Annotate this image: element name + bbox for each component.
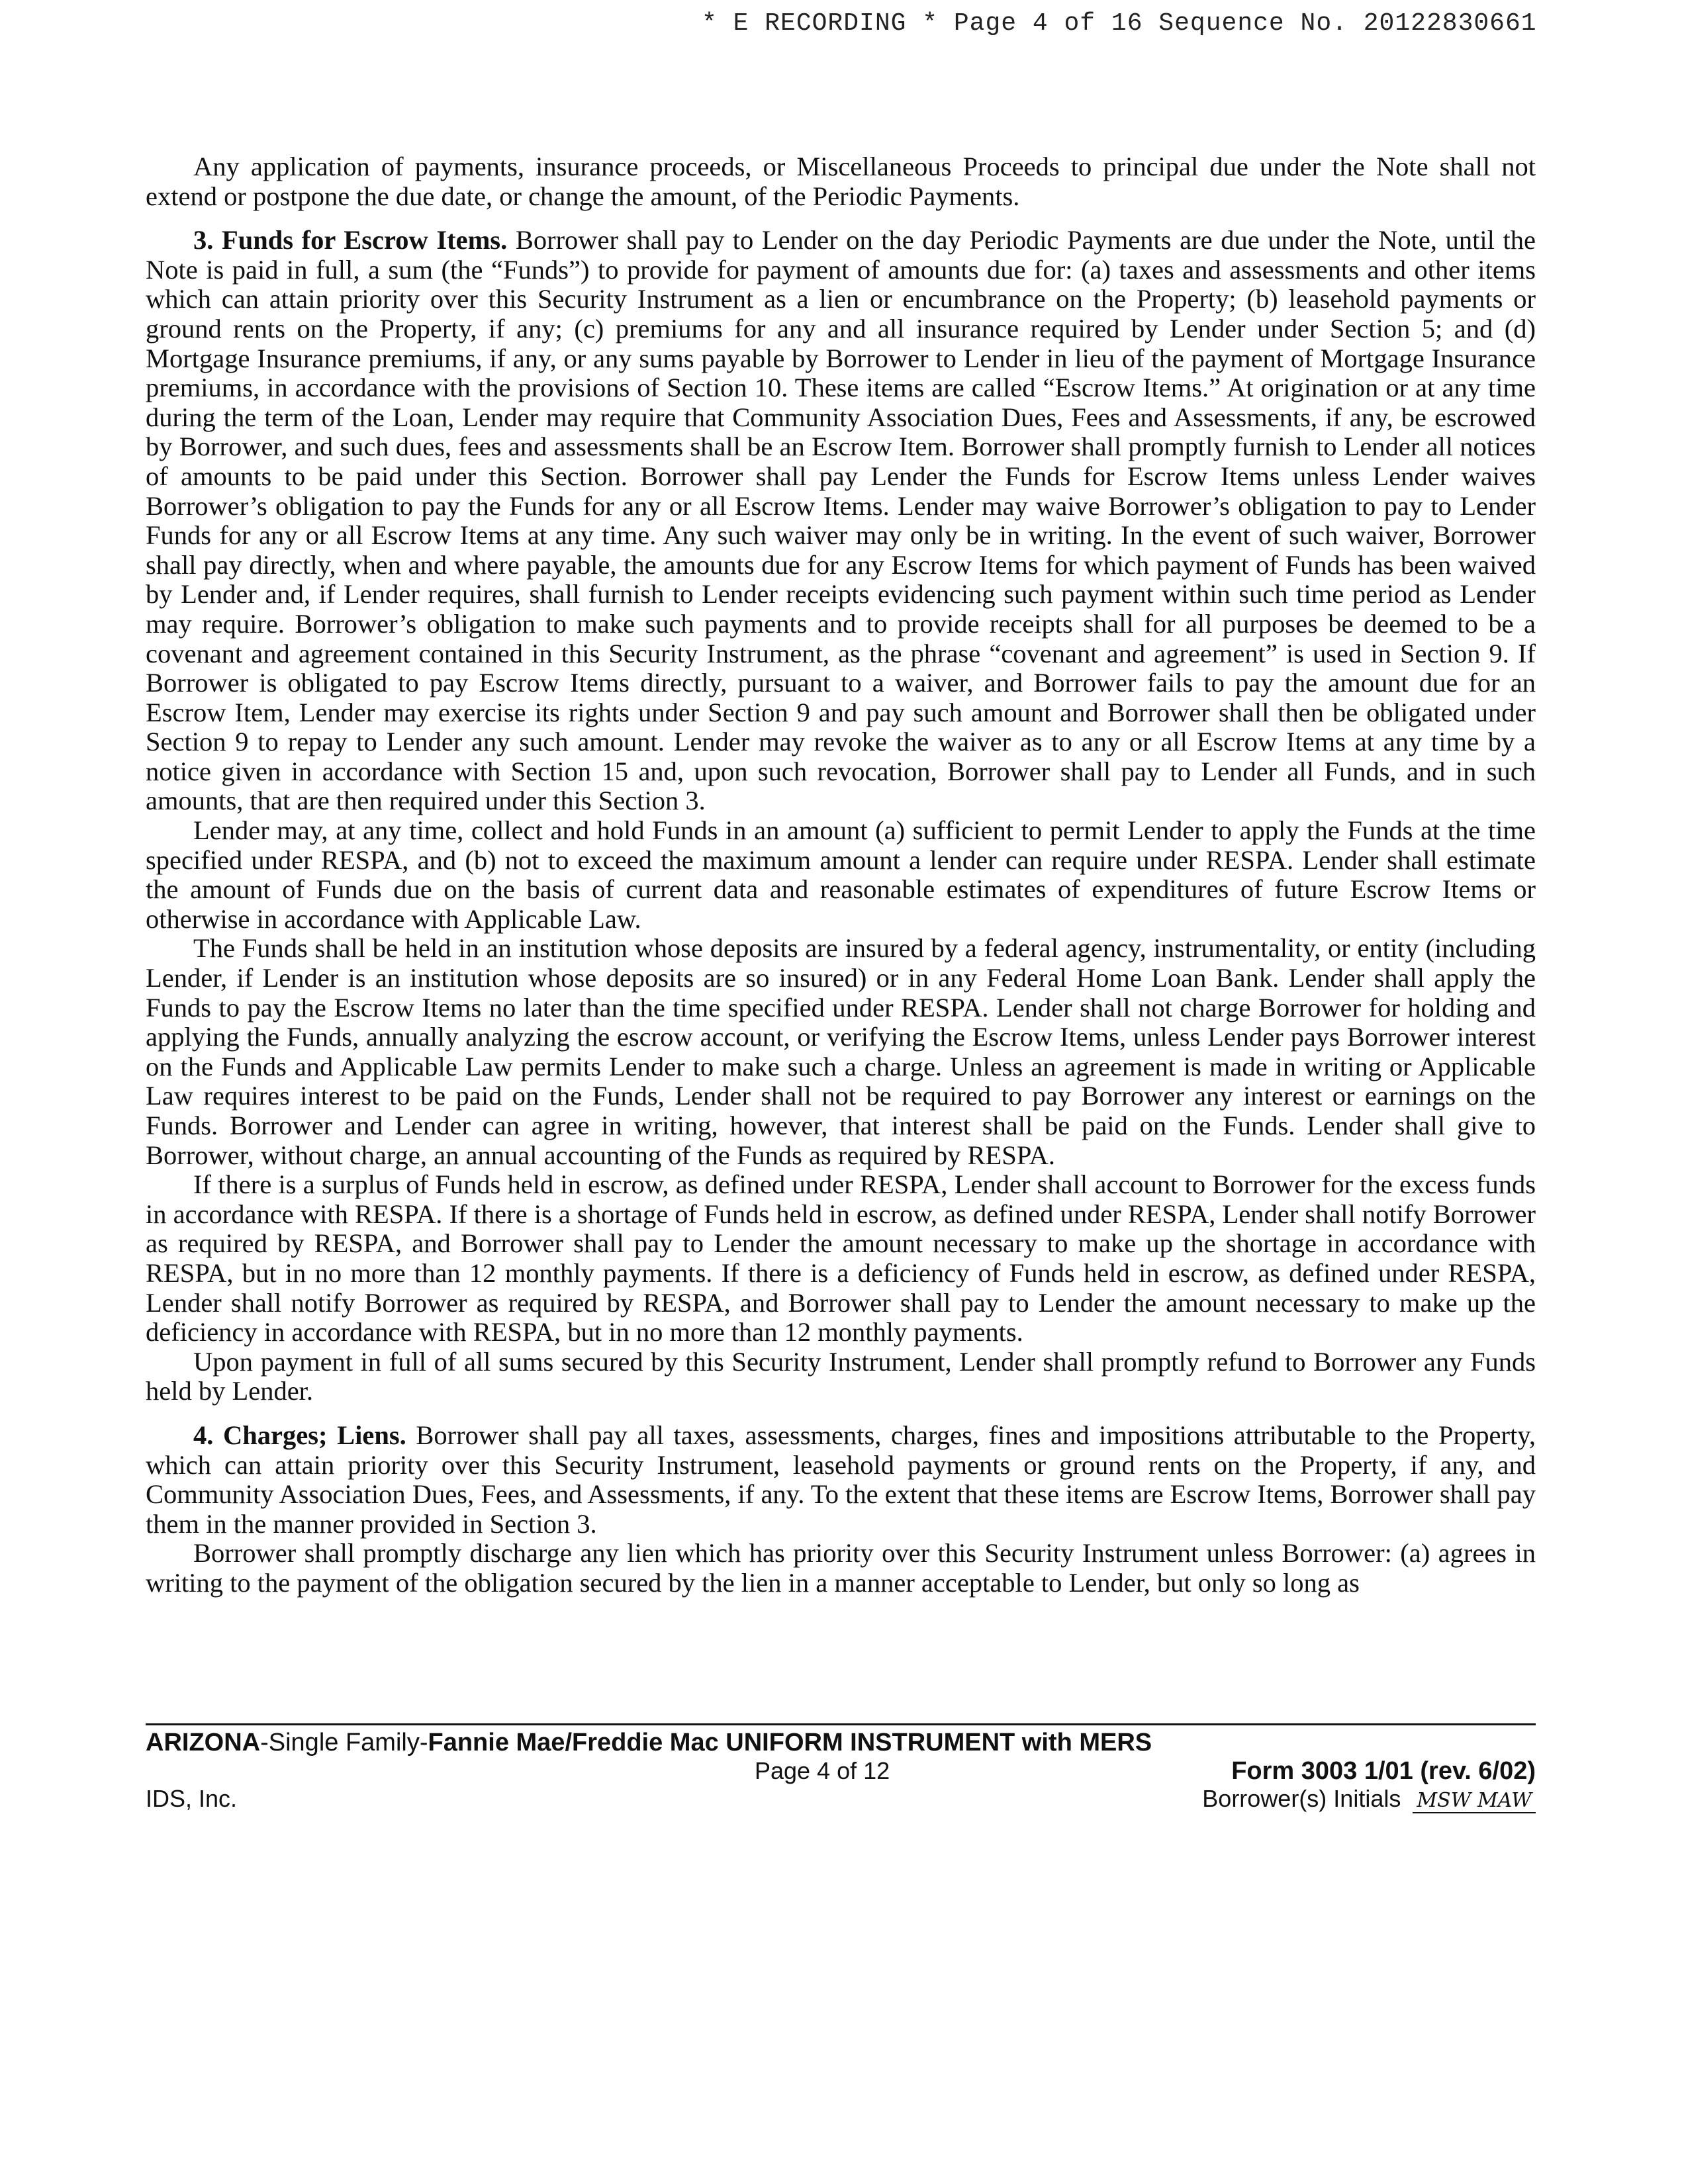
section-3-paragraph (146, 226, 1536, 816)
form-number: Form 3003 1/01 (rev. 6/02) (1231, 1757, 1536, 1785)
section-3-surplus-paragraph: If there is a surplus of Funds held in escrow, as defined under RESPA, Lender shall account to Borrower for the excess funds in accordance with RESPA. If there is a shortage of Funds held in escrow, as defined under RESPA, Lender shall notify Borrower as required by RESPA, and Borrower shall pay to Lender the amount necessary to make up the shortage in accordance with RESPA, but in no more than 12 monthly payments. If there is a deficiency of Funds held in escrow, as defined under RESPA, Lender shall notify Borrower as required by RESPA, and Borrower shall pay to Lender the amount necessary to make up the deficiency in accordance with RESPA, but in no more than 12 monthly payments. (146, 1169, 1536, 1347)
footer-title (146, 1728, 1536, 1757)
document-body (146, 152, 1536, 1598)
section-4-lien-paragraph: Borrower shall promptly discharge any lien which has priority over this Security Instrument unless Borrower: (a) agrees in writing to the payment of the obligation secured by the lien in a manner acceptable to Lender, but only so long as (146, 1538, 1536, 1598)
initials-signature: MSW MAW (1413, 1789, 1536, 1813)
recording-stamp: * E RECORDING * Page 4 of 16 Sequence No. 20122830661 (702, 9, 1537, 38)
footer-title-end: Fannie Mae/Freddie Mac UNIFORM INSTRUMENT with MERS (428, 1729, 1152, 1756)
borrower-initials (1202, 1785, 1536, 1813)
initials-label: Borrower(s) Initials (1202, 1785, 1401, 1812)
paragraph-application-of-payments: Any application of payments, insurance proceeds, or Miscellaneous Proceeds to principal due under the Note shall not extend or postpone the due date, or change the amount, of the Periodic Payments. (146, 152, 1536, 211)
footer-divider (146, 1723, 1536, 1725)
section-3-institution-paragraph: The Funds shall be held in an institution whose deposits are insured by a federal agency, instrumentality, or entity (including Lender, if Lender is an institution whose deposits are so insured) or in any Federal Home Loan Bank. Lender shall apply the Funds to pay the Escrow Items no later than the time specified under RESPA. Lender shall not charge Borrower for holding and applying the Funds, annually analyzing the escrow account, or verifying the Escrow Items, unless Lender pays Borrower interest on the Funds and Applicable Law permits Lender to make such a charge. Unless an agreement is made in writing or Applicable Law requires interest to be paid on the Funds, Lender shall not be required to pay Borrower any interest or earnings on the Funds. Borrower and Lender can agree in writing, however, that interest shall be paid on the Funds. Lender shall give to Borrower, without charge, an annual accounting of the Funds as required by RESPA. (146, 933, 1536, 1170)
section-3-text: Borrower shall pay to Lender on the day Periodic Payments are due under the Note, until the Note is paid in full, a sum (the “Funds”) to provide for payment of amounts due for: (a) taxes and assessments and other items which can attain priority over this Security Instrument as a lien or encumbrance on the Property; (b) leasehold payments or ground rents on the Property, if any; (c) premiums for any and all insurance required by Lender under Section 5; and (d) Mortgage Insurance premiums, if any, or any sums payable by Borrower to Lender in lieu of the payment of Mortgage Insurance premiums, in accordance with the provisions of Section 10. These items are called “Escrow Items.” At origination or at any time during the term of the Loan, Lender may require that Community Association Dues, Fees and Assessments, if any, be escrowed by Borrower, and such dues, fees and assessments shall be an Escrow Item. Borrower shall promptly furnish to Lender all notices of amounts to be paid under this Section. Borrower shall pay Lender the Funds for Escrow Items unless Lender waives Borrower’s obligation to pay the Funds for any or all Escrow Items. Lender may waive Borrower’s obligation to pay to Lender Funds for any or all Escrow Items at any time. Any such waiver may only be in writing. In the event of such waiver, Borrower shall pay directly, when and where payable, the amounts due for any Escrow Items for which payment of Funds has been waived by Lender and, if Lender requires, shall furnish to Lender receipts evidencing such payment within such time period as Lender may require. Borrower’s obligation to make such payments and to provide receipts shall for all purposes be deemed to be a covenant and agreement contained in this Security Instrument, as the phrase “covenant and agreement” is used in Section 9. If Borrower is obligated to pay Escrow Items directly, pursuant to a waiver, and Borrower fails to pay the amount due for an Escrow Item, Lender may exercise its rights under Section 9 and pay such amount and Borrower shall then be obligated under Section 9 to repay to Lender any such amount. Lender may revoke the waiver as to any or all Escrow Items at any time by a notice given in accordance with Section 15 and, upon such revocation, Borrower shall pay to Lender all Funds, and in such amounts, that are then required under this Section 3. (146, 225, 1536, 816)
section-3-heading: 3. Funds for Escrow Items. (193, 225, 508, 255)
page-number: Page 4 of 12 (755, 1757, 890, 1784)
footer-title-mid: -Single Family- (260, 1729, 428, 1756)
section-4-text: Borrower shall pay all taxes, assessments, charges, fines and impositions attributable to the Property, which can attain priority over this Security Instrument, leasehold payments or ground rents on the Property, if any, and Community Association Dues, Fees, and Assessments, if any. To the extent that these items are Escrow Items, Borrower shall pay them in the manner provided in Section 3. (146, 1420, 1536, 1539)
footer-state: ARIZONA (146, 1729, 261, 1756)
form-footer (146, 1723, 1536, 1812)
company-name: IDS, Inc. (146, 1785, 238, 1812)
section-3-respa-paragraph: Lender may, at any time, collect and hold Funds in an amount (a) sufficient to permit Lender to apply the Funds at the time specified under RESPA, and (b) not to exceed the maximum amount a lender can require under RESPA. Lender shall estimate the amount of Funds due on the basis of current data and reasonable estimates of expenditures of future Escrow Items or otherwise in accordance with Applicable Law. (146, 815, 1536, 934)
section-3-refund-paragraph: Upon payment in full of all sums secured by this Security Instrument, Lender shall promptly refund to Borrower any Funds held by Lender. (146, 1346, 1536, 1406)
section-4-heading: 4. Charges; Liens. (193, 1420, 406, 1450)
footer-row (146, 1757, 1536, 1812)
section-4-paragraph (146, 1421, 1536, 1539)
